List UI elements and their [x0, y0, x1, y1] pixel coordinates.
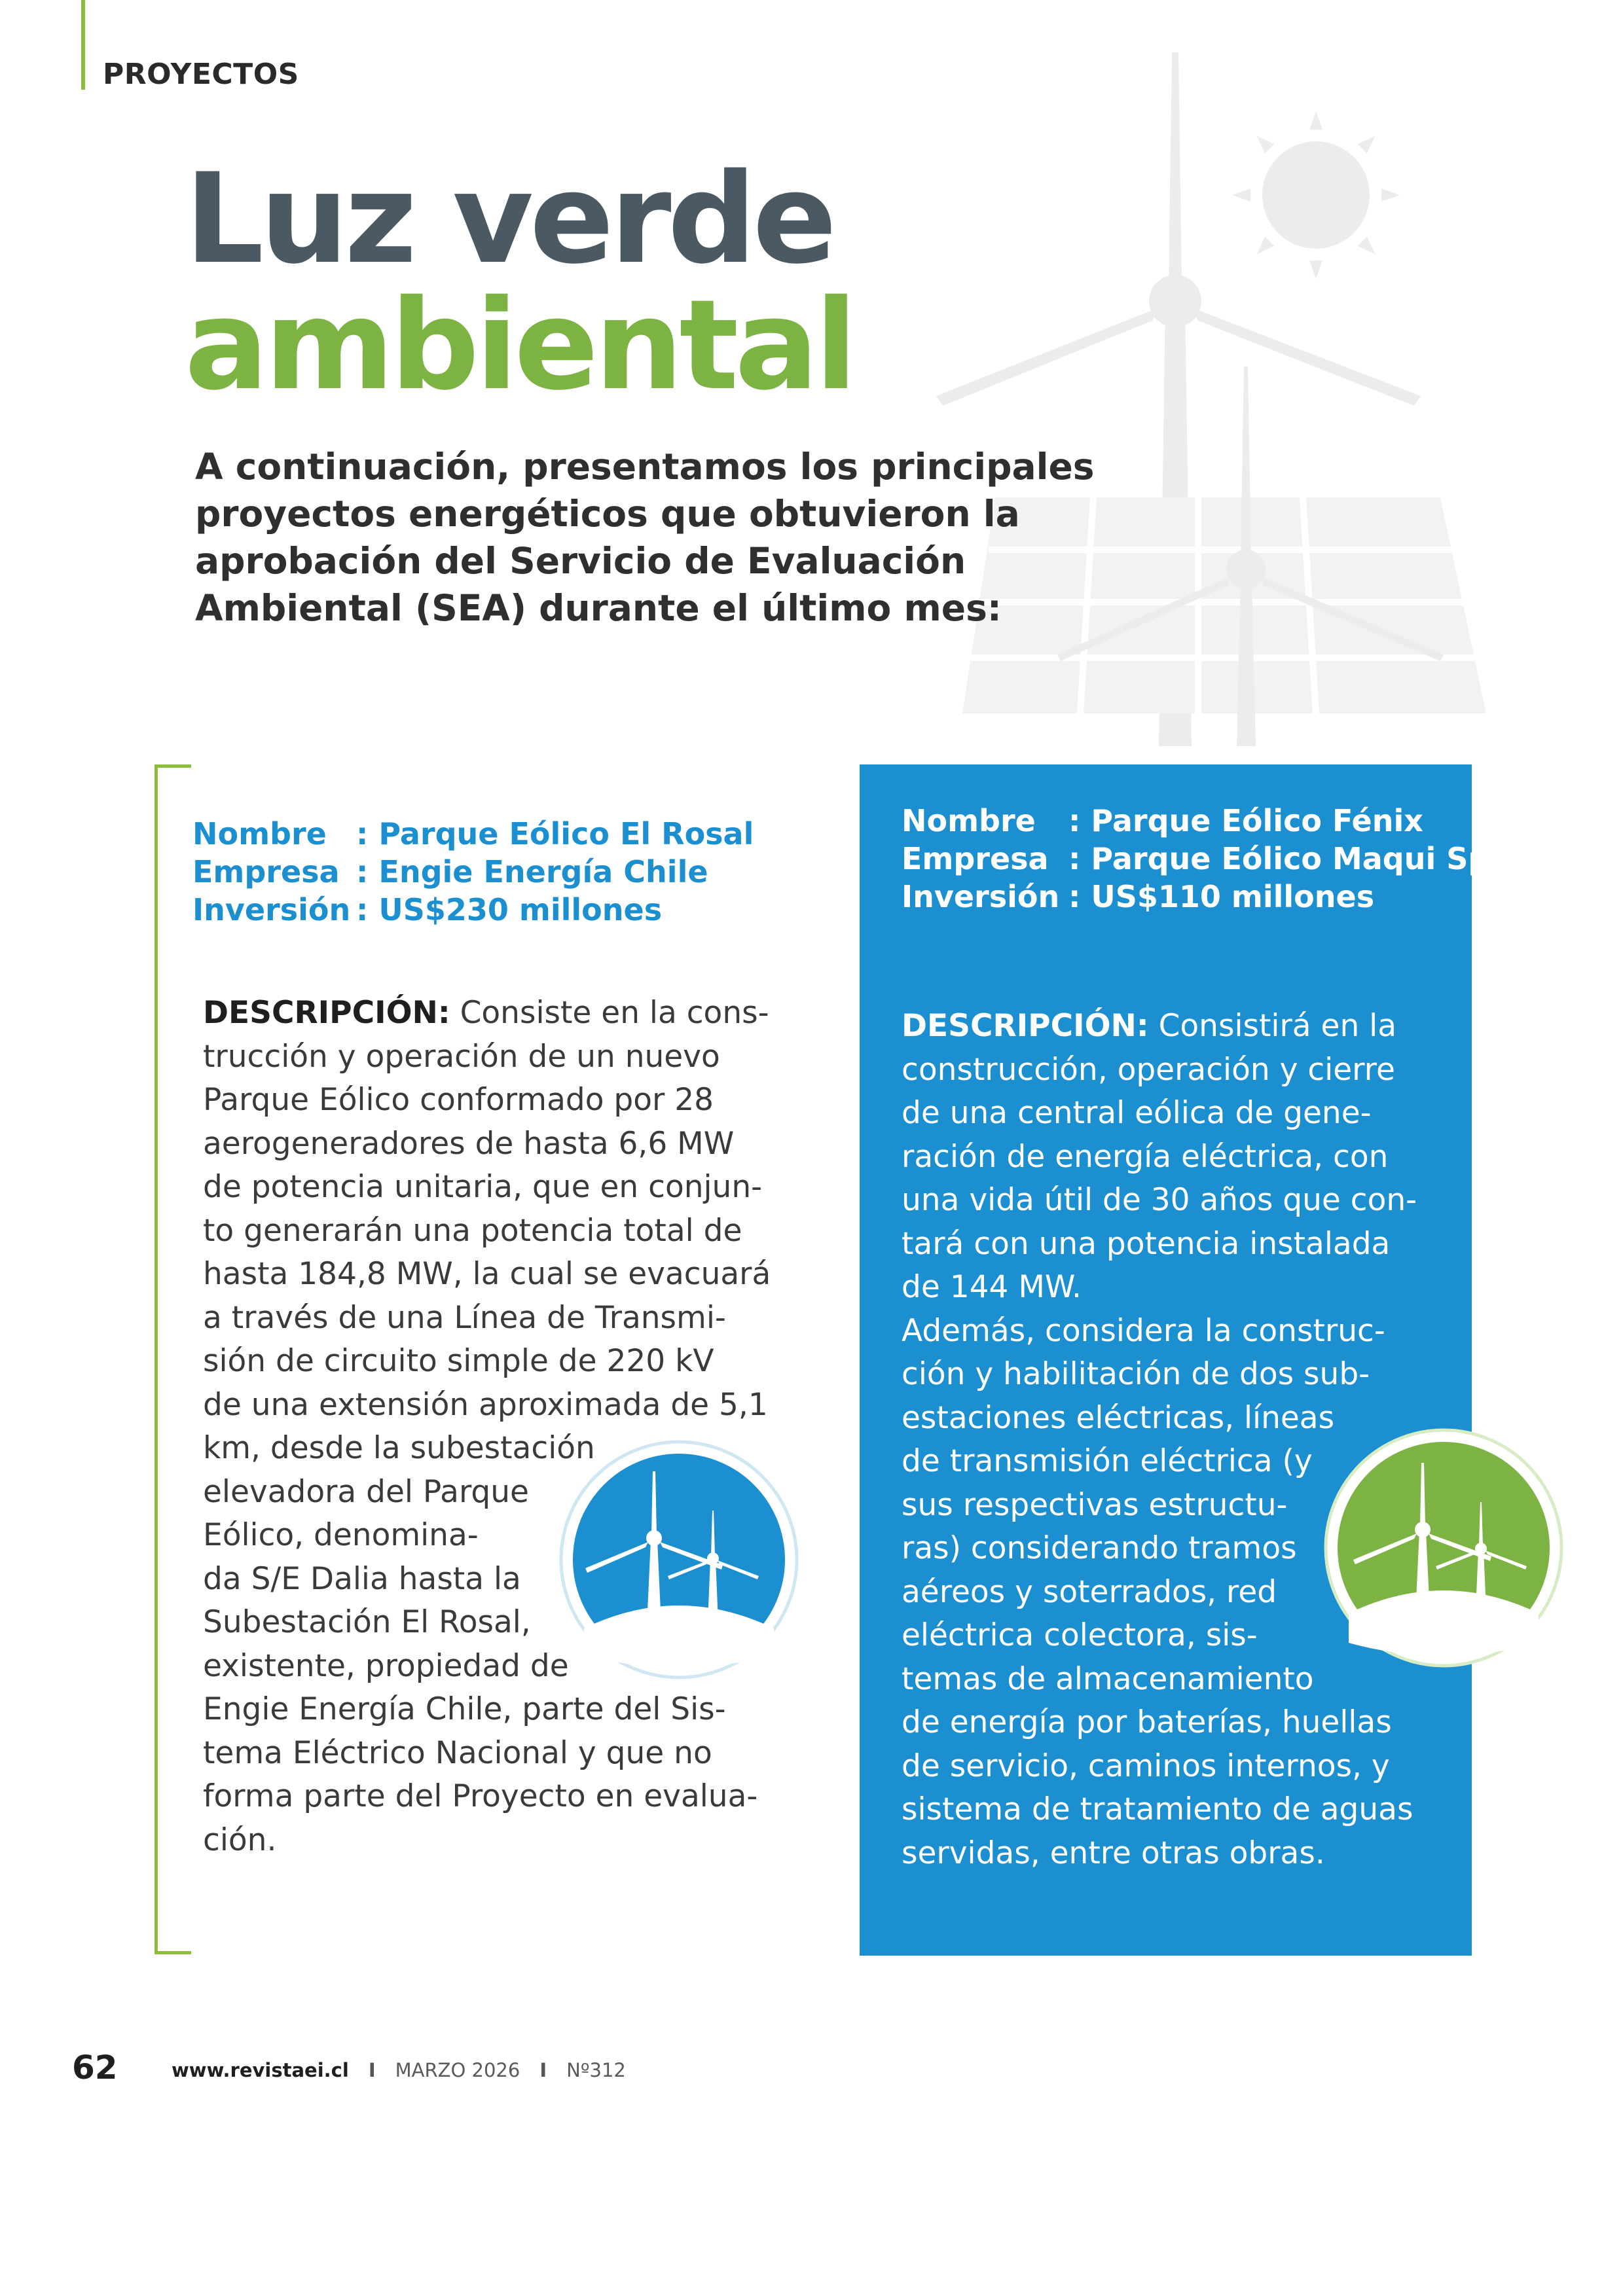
page-number: 62: [72, 2049, 118, 2087]
footer-separator: I: [368, 2059, 376, 2081]
meta-row-investment: [902, 878, 1513, 916]
desc-label: DESCRIPCIÓN:: [203, 995, 450, 1031]
desc-line: tará con una potencia instalada: [902, 1225, 1391, 1262]
meta-key: Nombre: [902, 803, 1036, 838]
desc-label: DESCRIPCIÓN:: [902, 1008, 1149, 1044]
intro-line: Ambiental (SEA) durante el último mes:: [195, 587, 1002, 629]
desc-line: km, desde la subestación: [203, 1430, 595, 1466]
desc-line: de transmisión eléctrica (y: [902, 1443, 1313, 1479]
meta-row-company: [902, 840, 1513, 878]
desc-line: aéreos y soterrados, red: [902, 1573, 1277, 1610]
meta-row-name: [192, 815, 754, 853]
intro-line: A continuación, presentamos los principales: [195, 446, 1095, 488]
desc-line: ción.: [203, 1821, 277, 1858]
desc-line: tema Eléctrico Nacional y que no: [203, 1734, 712, 1771]
desc-line: aerogeneradores de hasta 6,6 MW: [203, 1125, 735, 1162]
meta-row-name: [902, 802, 1513, 840]
wind-turbine-badge-blue-icon: [558, 1439, 800, 1681]
desc-line: de servicio, caminos internos, y: [902, 1748, 1390, 1784]
wind-turbine-badge-green-icon: [1322, 1427, 1565, 1669]
project-2-meta: [902, 802, 1513, 916]
desc-line: Subestación El Rosal,: [203, 1604, 531, 1640]
meta-row-company: [192, 853, 754, 891]
desc-text: Consiste en la cons-: [450, 995, 769, 1031]
desc-line: Parque Eólico conformado por 28: [203, 1082, 714, 1118]
desc-line: estaciones eléctricas, líneas: [902, 1399, 1335, 1436]
meta-value: : Parque Eólico Fénix: [1068, 803, 1423, 838]
desc-line: hasta 184,8 MW, la cual se evacuará: [203, 1256, 771, 1292]
desc-line: de una extensión aproximada de 5,1: [203, 1386, 768, 1423]
desc-line: eléctrica colectora, sis-: [902, 1617, 1258, 1653]
meta-key: Empresa: [902, 841, 1049, 876]
desc-line: construcción, operación y cierre: [902, 1051, 1395, 1088]
desc-text: Consistirá en la: [1148, 1008, 1397, 1044]
left-card-bracket: [155, 764, 191, 1954]
project-1-description: [203, 992, 779, 1862]
desc-line: existente, propiedad de: [203, 1647, 569, 1684]
title-line-2: ambiental: [185, 273, 854, 418]
desc-line: de una central eólica de gene-: [902, 1095, 1372, 1131]
desc-line: de 144 MW.: [902, 1269, 1082, 1305]
desc-line: [902, 1005, 1445, 1049]
section-accent-bar: [81, 0, 85, 90]
meta-key: Empresa: [192, 854, 340, 889]
wind-solar-watermark-icon: [917, 39, 1519, 746]
desc-line: elevadora del Parque: [203, 1473, 529, 1510]
desc-line: da S/E Dalia hasta la: [203, 1560, 521, 1597]
footer-info: [172, 2059, 626, 2081]
project-1-meta: [192, 815, 754, 929]
desc-line: Además, considera la construc-: [902, 1312, 1385, 1349]
desc-line: ción y habilitación de dos sub-: [902, 1356, 1370, 1392]
desc-line: temas de almacenamiento: [902, 1660, 1314, 1697]
desc-line: Engie Energía Chile, parte del Sis-: [203, 1691, 726, 1727]
intro-line: aprobación del Servicio de Evaluación: [195, 540, 966, 582]
desc-line: sión de circuito simple de 220 kV: [203, 1343, 714, 1379]
issue-date: MARZO 2026: [395, 2059, 520, 2081]
intro-paragraph: [195, 443, 1095, 632]
desc-line: forma parte del Proyecto en evalua-: [203, 1778, 758, 1814]
desc-line: servidas, entre otras obras.: [902, 1835, 1325, 1871]
desc-line: Eólico, denomina-: [203, 1517, 479, 1553]
desc-line: una vida útil de 30 años que con-: [902, 1182, 1417, 1218]
desc-line: a través de una Línea de Transmi-: [203, 1299, 726, 1336]
meta-key: Inversión: [902, 879, 1060, 914]
intro-line: proyectos energéticos que obtuvieron la: [195, 493, 1020, 535]
website-url[interactable]: www.revistaei.cl: [172, 2059, 349, 2081]
section-label: PROYECTOS: [103, 58, 299, 91]
meta-key: Inversión: [192, 892, 351, 927]
meta-key: Nombre: [192, 816, 327, 852]
meta-row-investment: [192, 891, 754, 929]
issue-number: Nº312: [566, 2059, 626, 2081]
meta-value: : Engie Energía Chile: [356, 854, 708, 889]
meta-value: : Parque Eólico Maqui SpA: [1068, 841, 1513, 876]
desc-line: de energía por baterías, huellas: [902, 1704, 1392, 1740]
title-line-1: Luz verde: [185, 147, 833, 291]
desc-line: sus respectivas estructu-: [902, 1486, 1288, 1523]
meta-value: : US$110 millones: [1068, 879, 1375, 914]
desc-line: to generarán una potencia total de: [203, 1212, 742, 1249]
desc-line: sistema de tratamiento de aguas: [902, 1791, 1413, 1827]
desc-line: [203, 992, 779, 1035]
desc-line: de potencia unitaria, que en conjun-: [203, 1169, 763, 1205]
footer-separator: I: [539, 2059, 547, 2081]
desc-line: ras) considerando tramos: [902, 1530, 1297, 1566]
desc-line: ración de energía eléctrica, con: [902, 1138, 1389, 1175]
meta-value: : Parque Eólico El Rosal: [356, 816, 754, 852]
meta-value: : US$230 millones: [356, 892, 663, 927]
desc-line: trucción y operación de un nuevo: [203, 1038, 720, 1075]
